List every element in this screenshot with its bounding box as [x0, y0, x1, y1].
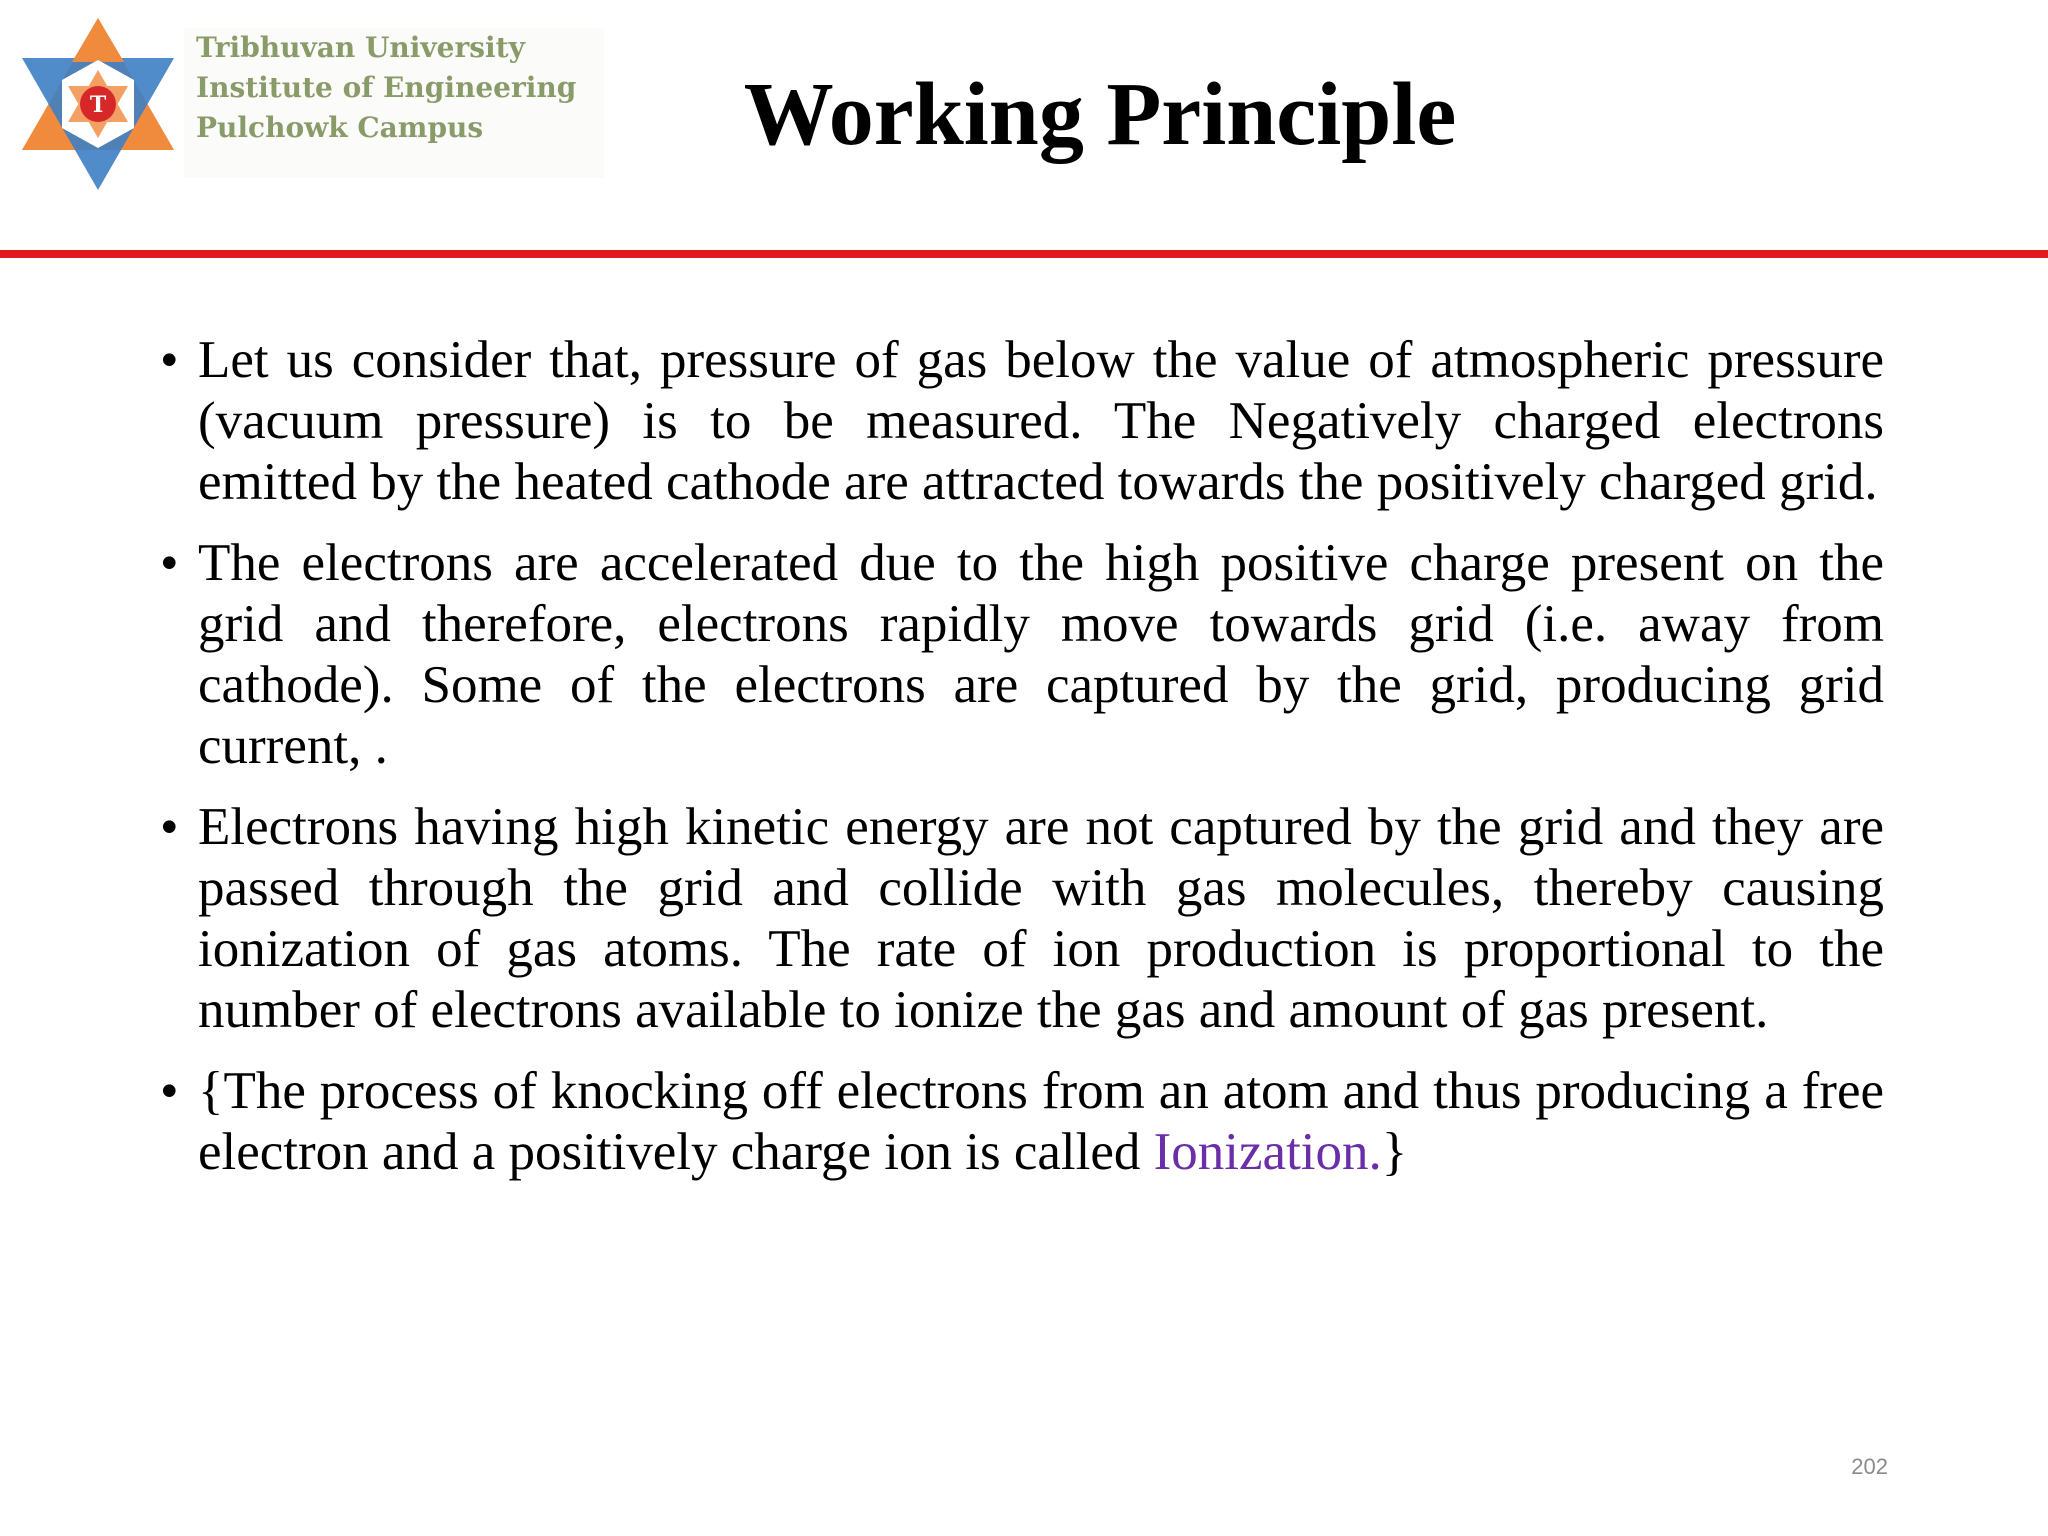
logo-line-university: Tribhuvan University: [196, 31, 525, 64]
bullet-text: Let us consider that, pressure of gas below the value of atmospheric pressure (vacuum pressure) is to be measured. The Negatively charged electrons emitted by the heated cathode are attracted towards the positively charged grid.: [198, 331, 1884, 511]
logo-text-block: [184, 28, 604, 178]
svg-text:T: T: [89, 92, 107, 118]
university-emblem-icon: [12, 10, 184, 195]
bullet-marker: •: [160, 534, 179, 592]
bullet-list: [160, 330, 1884, 1203]
bullet-marker: •: [160, 798, 179, 856]
university-logo: [12, 10, 602, 195]
logo-line-campus: Pulchowk Campus: [196, 111, 484, 144]
logo-line-institute: Institute of Engineering: [196, 71, 577, 104]
bullet-text-after: }: [1381, 1123, 1408, 1181]
bullet-marker: •: [160, 1062, 179, 1120]
page-number: 202: [1851, 1454, 1888, 1479]
bullet-item-vacuum-pressure: [160, 330, 1884, 513]
bullet-item-ionization-definition: [160, 1061, 1884, 1183]
bullet-text: The electrons are accelerated due to the high positive charge present on the grid and therefore, electrons rapidly move towards grid (i.e. away from cathode). Some of the electrons are captured by the grid, producing grid current, .: [198, 534, 1884, 775]
bullet-marker: •: [160, 331, 179, 389]
bullet-item-ionization-process: [160, 797, 1884, 1041]
bullet-text-before: {The process of knocking off electrons from an atom and thus producing a free electron and a positively charge ion is called: [198, 1062, 1884, 1181]
slide-title: Working Principle: [743, 65, 1457, 164]
bullet-text: Electrons having high kinetic energy are not captured by the grid and they are passed through the grid and collide with gas molecules, thereby causing ionization of gas atoms. The rate of ion production is proportional to the number of electrons available to ionize the gas and amount of gas present.: [198, 798, 1884, 1039]
ionization-term: Ionization.: [1153, 1123, 1382, 1181]
title-divider: [0, 250, 2048, 258]
bullet-item-electron-acceleration: [160, 533, 1884, 777]
